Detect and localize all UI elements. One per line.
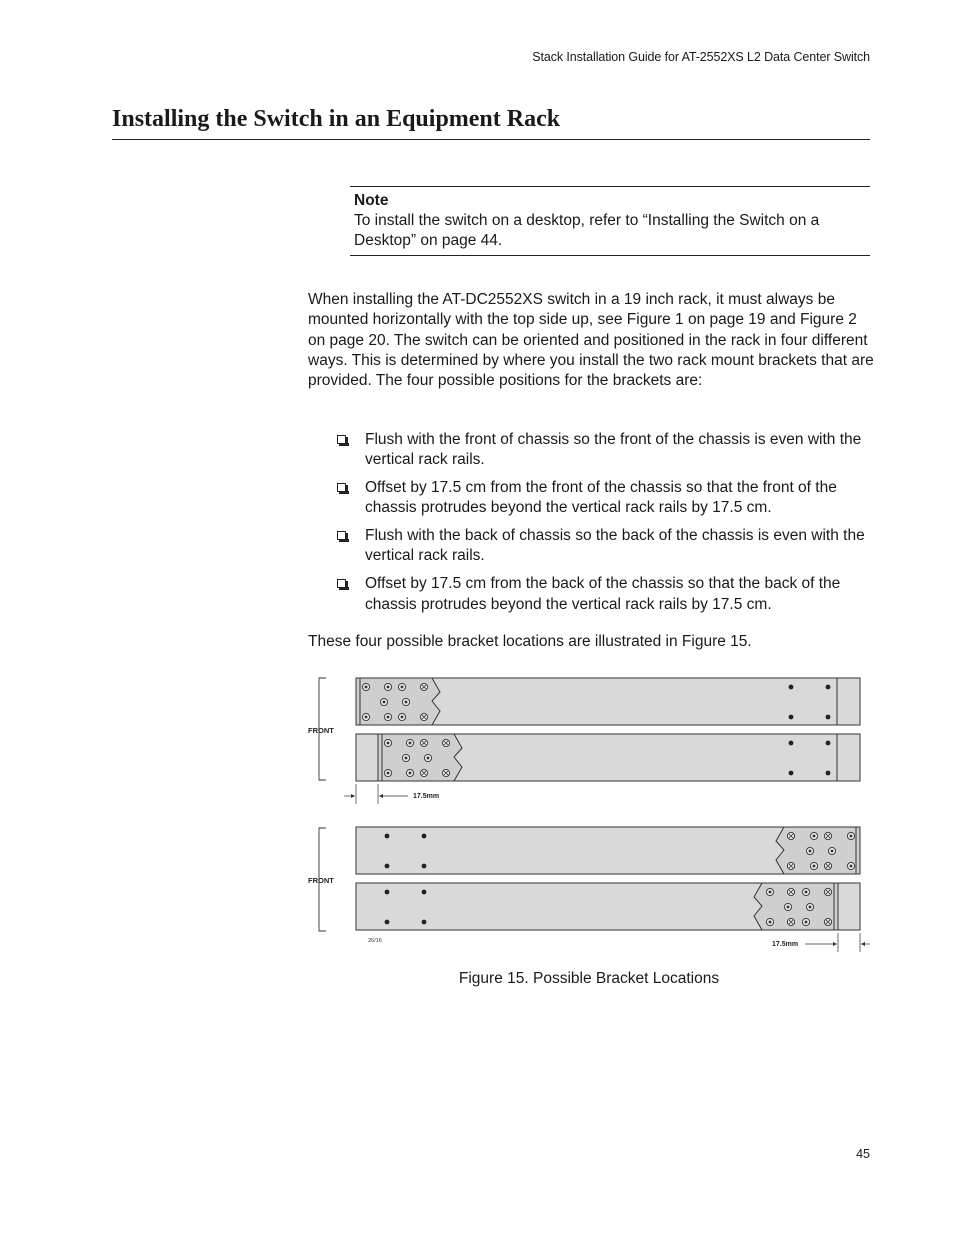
list-item-text: Offset by 17.5 cm from the front of the chassis so that the front of the chassis protrudes beyond the vertical rack rails by 17.5 cm.: [365, 479, 837, 517]
checkbox-bullet-icon: [337, 435, 346, 444]
front-label: FRONT: [308, 726, 334, 735]
list-item: [336, 478, 876, 519]
offset-dimension-front: [344, 784, 439, 804]
checkbox-bullet-icon: [337, 579, 346, 588]
front-bracket-group: [308, 678, 860, 804]
bracket-position-list: [336, 430, 876, 622]
intro-paragraph: When installing the AT-DC2552XS switch in a 19 inch rack, it must always be mounted horizontally with the top side up, see Figure 1 on page 19 and Figure 2 on page 20. The switch can be oriented and positioned in the rack in four different ways. This is determined by where you install the two rack mount brackets that are provided. The four possible positions for the brackets are:: [308, 291, 874, 390]
list-item-text: Flush with the front of chassis so the front of the chassis is even with the vertical rack rails.: [365, 431, 862, 469]
chassis-offset-back: [356, 883, 860, 930]
note-box: [350, 186, 870, 256]
list-item: [336, 574, 876, 615]
note-heading: Note: [354, 192, 389, 209]
front-label: FRONT: [308, 876, 334, 885]
offset-label: 17.5mm: [772, 941, 799, 948]
offset-dimension-back: [772, 933, 870, 952]
drawing-code: 26/16: [368, 938, 382, 944]
checkbox-bullet-icon: [337, 531, 346, 540]
list-item: [336, 526, 876, 567]
list-item: [336, 430, 876, 471]
back-bracket-group: [308, 827, 870, 952]
figure-caption: Figure 15. Possible Bracket Locations: [458, 970, 720, 987]
section-title: Installing the Switch in an Equipment Rack: [112, 106, 561, 132]
offset-label: 17.5mm: [413, 793, 440, 800]
page-number: 45: [856, 1147, 870, 1161]
bracket-diagram: [300, 668, 875, 968]
note-text: To install the switch on a desktop, refer to “Installing the Switch on a Desktop” on page 44.: [354, 212, 820, 249]
list-item-text: Flush with the back of chassis so the back of the chassis is even with the vertical rack rails.: [365, 527, 865, 565]
bracket-locations-figure: [300, 668, 875, 968]
chassis-offset-front: [356, 734, 860, 781]
checkbox-bullet-icon: [337, 483, 346, 492]
figure-reference-paragraph: These four possible bracket locations are illustrated in Figure 15.: [308, 633, 752, 650]
chassis-flush-back: [356, 827, 860, 874]
list-item-text: Offset by 17.5 cm from the back of the chassis so that the back of the chassis protrudes beyond the vertical rack rails by 17.5 cm.: [365, 575, 841, 613]
title-rule: [112, 139, 870, 140]
running-header: Stack Installation Guide for AT-2552XS L2 Data Center Switch: [532, 50, 870, 64]
chassis-flush-front: [356, 678, 860, 725]
